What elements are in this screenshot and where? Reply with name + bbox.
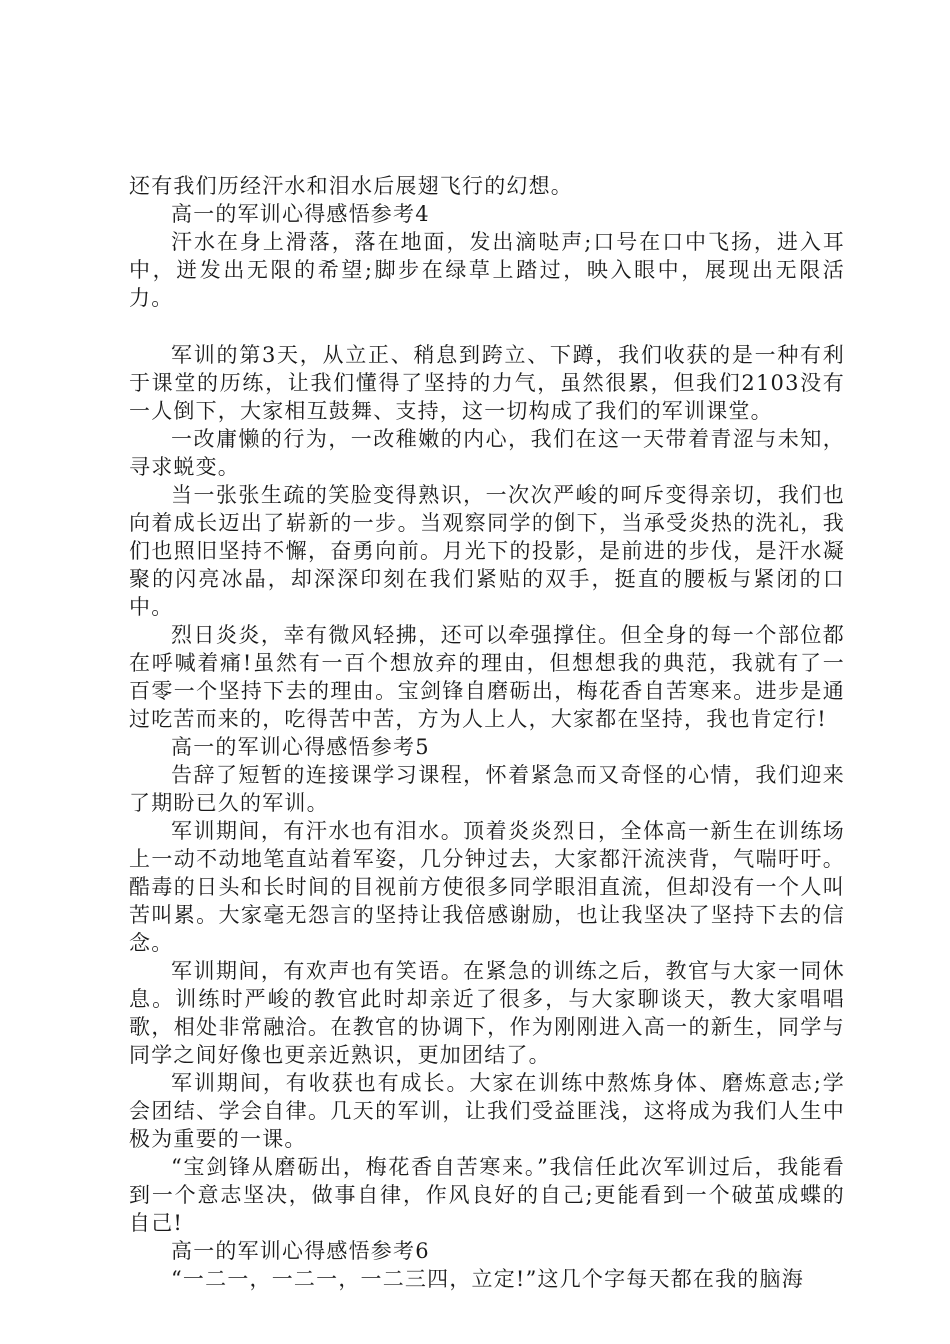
paragraph-sweat-falling: 汗水在身上滑落，落在地面，发出滴哒声;口号在口中飞扬，进入耳中，迸发出无限的希望;脚步在绿草上踏过，映入眼中，展现出无限活力。 bbox=[129, 230, 845, 310]
section-heading-6: 高一的军训心得感悟参考6 bbox=[171, 1239, 430, 1263]
section-heading-5: 高一的军训心得感悟参考5 bbox=[171, 735, 430, 759]
document-body bbox=[129, 172, 845, 1293]
paragraph-day-three: 军训的第3天，从立正、稍息到跨立、下蹲，我们收获的是一种有利于课堂的历练，让我们懂得了坚持的力气，虽然很累，但我们2103没有一人倒下，大家相互鼓舞、支持，这一切构成了我们的军训课堂。 bbox=[129, 343, 845, 423]
paragraph-strange-faces: 当一张张生疏的笑脸变得熟识，一次次严峻的呵斥变得亲切，我们也向着成长迈出了崭新的一步。当观察同学的倒下，当承受炎热的洗礼，我们也照旧坚持不懈，奋勇向前。月光下的投影，是前进的步伐，是汗水凝聚的闪亮冰晶，却深深印刻在我们紧贴的双手，挺直的腰板与紧闭的口中。 bbox=[129, 483, 845, 619]
paragraph-quote-sword: “宝剑锋从磨砺出，梅花香自苦寒来。”我信任此次军训过后，我能看到一个意志坚决，做事自律，作风良好的自己;更能看到一个破茧成蝶的自己! bbox=[129, 1155, 845, 1235]
paragraph-farewell: 告辞了短暂的连接课学习课程，怀着紧急而又奇怪的心情，我们迎来了期盼已久的军训。 bbox=[129, 763, 845, 815]
paragraph-laughter: 军训期间，有欢声也有笑语。在紧急的训练之后，教官与大家一同休息。训练时严峻的教官此时却亲近了很多，与大家聊谈天，教大家唱唱歌，相处非常融洽。在教官的协调下，作为刚刚进入高一的新生，同学与同学之间好像也更亲近熟识，更加团结了。 bbox=[129, 959, 845, 1067]
paragraph-scorching-sun: 烈日炎炎，幸有微风轻拂，还可以牵强撑住。但全身的每一个部位都在呼喊着痛!虽然有一百个想放弃的理由，但想想我的典范，我就有了一百零一个坚持下去的理由。宝剑锋自磨砺出，梅花香自苦寒来。进步是通过吃苦而来的，吃得苦中苦，方为人上人，大家都在坚持，我也肯定行! bbox=[129, 623, 845, 731]
section-heading-4: 高一的军训心得感悟参考4 bbox=[171, 202, 430, 226]
paragraph-change-habits: 一改庸懒的行为，一改稚嫩的内心，我们在这一天带着青涩与未知，寻求蜕变。 bbox=[129, 427, 845, 479]
paragraph-fantasy-closing: 还有我们历经汗水和泪水后展翅飞行的幻想。 bbox=[129, 174, 573, 198]
paragraph-sweat-tears: 军训期间，有汗水也有泪水。顶着炎炎烈日，全体高一新生在训练场上一动不动地笔直站着军姿，几分钟过去，大家都汗流浃背，气喘吁吁。酷毒的日头和长时间的目视前方使很多同学眼泪直流，但却没有一个人叫苦叫累。大家毫无怨言的坚持让我倍感谢励，也让我坚决了坚持下去的信念。 bbox=[129, 819, 845, 955]
paragraph-growth: 军训期间，有收获也有成长。大家在训练中熬炼身体、磨炼意志;学会团结、学会自律。几天的军训，让我们受益匪浅，这将成为我们人生中极为重要的一课。 bbox=[129, 1071, 845, 1151]
blank-line bbox=[129, 312, 845, 341]
paragraph-marching-chant: “一二一，一二一，一二三四，立定!”这几个字每天都在我的脑海 bbox=[171, 1267, 804, 1291]
